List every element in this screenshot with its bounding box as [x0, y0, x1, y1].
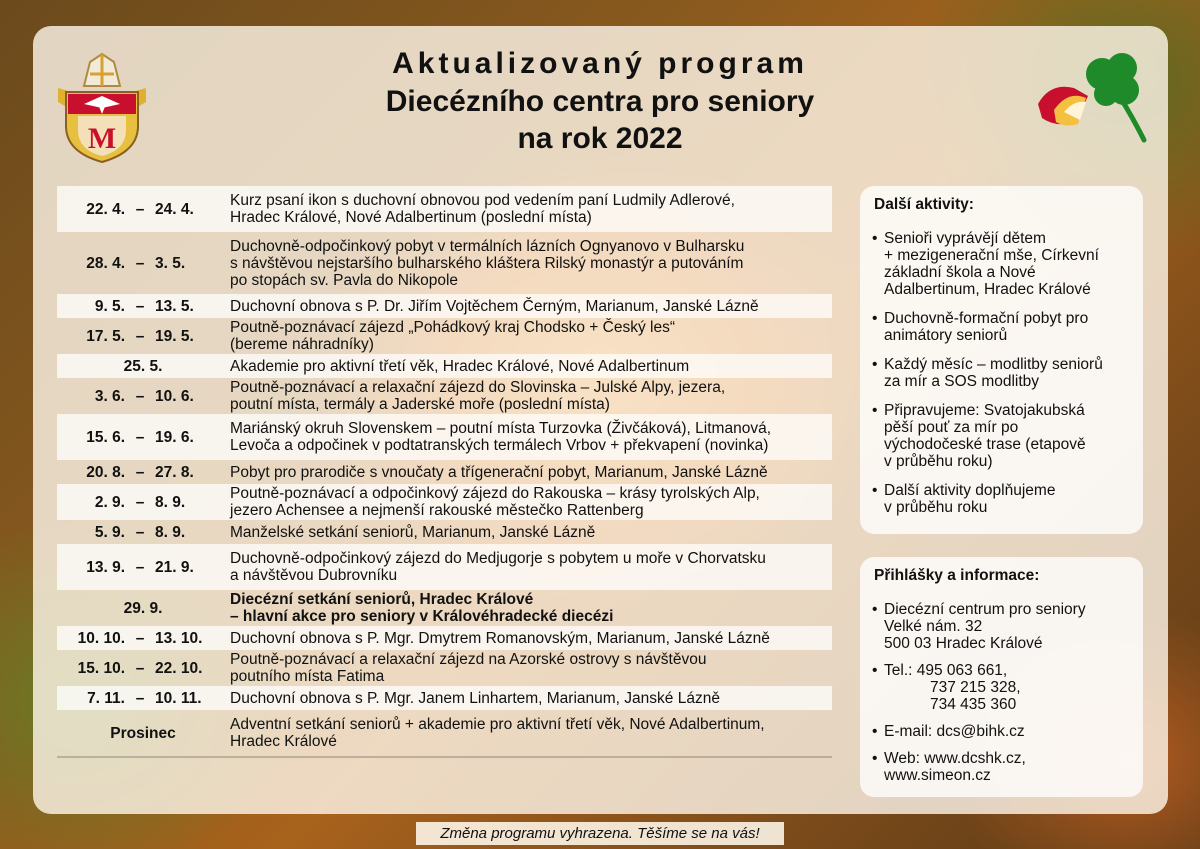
- event-description-line: – hlavní akce pro seniory v Královéhradecké diecézi: [230, 608, 614, 625]
- event-description: [229, 630, 832, 647]
- activity-line: animátory seniorů: [884, 327, 1008, 344]
- event-date-from: 17. 5.: [86, 327, 125, 345]
- event-description: [229, 716, 832, 750]
- svg-text:M: M: [87, 122, 117, 155]
- event-date-from: 15. 6.: [86, 428, 125, 446]
- event-date-single: 25. 5.: [123, 357, 163, 375]
- page-title: [240, 44, 960, 158]
- event-date-to: 8. 9.: [155, 493, 186, 511]
- schedule-row: [57, 626, 832, 650]
- event-description: [229, 524, 832, 541]
- date-dash: –: [135, 689, 145, 707]
- schedule-table: [57, 186, 832, 758]
- event-date-from: 7. 11.: [87, 689, 125, 707]
- event-description: [229, 591, 832, 625]
- schedule-row: [57, 484, 832, 520]
- event-date-from: 3. 6.: [94, 387, 125, 405]
- event-date-single: 29. 9.: [123, 599, 163, 617]
- date-dash: –: [135, 297, 145, 315]
- activity-item: [872, 402, 1137, 470]
- event-date-to: 10. 11.: [155, 689, 202, 707]
- event-date: [57, 559, 229, 576]
- activity-line: východočeské trase (etapově: [884, 436, 1086, 453]
- activity-line: základní škola a Nové: [884, 264, 1036, 281]
- event-date-to: 22. 10.: [155, 659, 203, 677]
- phone-number: 734 435 360: [930, 696, 1017, 713]
- event-date: [57, 600, 229, 617]
- event-date: [57, 524, 229, 541]
- event-date-from: 20. 8.: [86, 463, 125, 481]
- date-dash: –: [135, 463, 145, 481]
- event-description-line: Duchovní obnova s P. Mgr. Janem Linhartem, Marianum, Janské Lázně: [230, 689, 720, 707]
- event-description-line: poutního místa Fatima: [230, 668, 385, 685]
- contact-email: [872, 723, 1137, 740]
- schedule-row: [57, 378, 832, 414]
- activity-line: • Připravujeme: Svatojakubská: [884, 402, 1085, 419]
- event-description: [229, 238, 832, 289]
- schedule-row: [57, 710, 832, 758]
- schedule-row: [57, 232, 832, 294]
- event-date-from: 2. 9.: [94, 493, 125, 511]
- event-description: [229, 651, 832, 685]
- schedule-row: [57, 186, 832, 232]
- footer-note: Změna programu vyhrazena. Těšíme se na vás!: [416, 822, 784, 845]
- address-line: 500 03 Hradec Králové: [884, 635, 1043, 652]
- date-dash: –: [135, 558, 145, 576]
- event-date-from: 5. 9.: [94, 523, 125, 541]
- event-description: [229, 319, 832, 353]
- event-description-line: jezero Achensee a nejmenší rakouské městečko Rattenberg: [230, 502, 644, 519]
- date-dash: –: [135, 659, 145, 677]
- contact-phone: [872, 662, 1137, 713]
- date-dash: –: [135, 327, 145, 345]
- event-date-to: 24. 4.: [155, 200, 194, 218]
- contact-heading: Přihlášky a informace:: [874, 567, 1040, 584]
- event-date-from: 28. 4.: [86, 254, 125, 272]
- event-date: [57, 725, 229, 742]
- date-dash: –: [135, 254, 145, 272]
- event-description-line: Hradec Králové, Nové Adalbertinum (poslední místa): [230, 209, 592, 226]
- event-date-to: 10. 6.: [155, 387, 194, 405]
- phone-label: • Tel.: 495 063 661,: [884, 662, 1008, 679]
- activity-line: v průběhu roku): [884, 453, 993, 470]
- event-description: [229, 358, 832, 375]
- activity-line: • Senioři vyprávějí dětem: [884, 230, 1046, 247]
- schedule-row: [57, 460, 832, 484]
- event-description: [229, 192, 832, 226]
- date-dash: –: [135, 493, 145, 511]
- event-description-line: Poutně-poznávací zájezd „Pohádkový kraj Chodsko + Český les“: [230, 319, 675, 336]
- event-description-line: Hradec Králové: [230, 733, 337, 750]
- event-description-line: s návštěvou nejstaršího bulharského kláštera Rilský monastýr a putováním: [230, 254, 744, 272]
- activities-heading: Další aktivity:: [874, 196, 974, 213]
- event-date: [57, 630, 229, 647]
- schedule-row: [57, 544, 832, 590]
- event-description-line: a návštěvou Dubrovníku: [230, 567, 398, 584]
- web-link[interactable]: www.simeon.cz: [884, 767, 991, 784]
- event-description: [229, 420, 832, 454]
- activity-item: [872, 356, 1137, 390]
- event-date-from: 15. 10.: [77, 659, 125, 677]
- event-description-line: Levoča a odpočinek v podtatranských termálech Vrbov + překvapení (novinka): [230, 437, 769, 454]
- activity-line: + mezigenerační mše, Církevní: [884, 247, 1099, 264]
- event-date: [57, 464, 229, 481]
- event-description-line: Akademie pro aktivní třetí věk, Hradec Králové, Nové Adalbertinum: [230, 357, 690, 375]
- event-date: [57, 388, 229, 405]
- date-dash: –: [135, 523, 145, 541]
- event-description-line: Poutně-poznávací a relaxační zájezd do Slovinska – Julské Alpy, jezera,: [230, 379, 726, 396]
- event-date: [57, 660, 229, 677]
- event-date: [57, 328, 229, 345]
- event-date: [57, 201, 229, 218]
- event-description-line: Mariánský okruh Slovenskem – poutní místa Turzovka (Živčáková), Litmanová,: [230, 420, 771, 437]
- activities-list: [872, 230, 1137, 528]
- activity-line: za mír a SOS modlitby: [884, 373, 1040, 390]
- event-description-line: Adventní setkání seniorů + akademie pro aktivní třetí věk, Nové Adalbertinum,: [230, 716, 765, 733]
- event-date-to: 19. 6.: [155, 428, 194, 446]
- event-date-to: 13. 10.: [155, 629, 203, 647]
- date-dash: –: [135, 387, 145, 405]
- event-description-line: Poutně-poznávací a relaxační zájezd na Azorské ostrovy s návštěvou: [230, 651, 707, 668]
- event-date-to: 21. 9.: [155, 558, 194, 576]
- schedule-row: [57, 686, 832, 710]
- event-description-line: Diecézní setkání seniorů, Hradec Králové: [230, 591, 534, 608]
- activity-line: Adalbertinum, Hradec Králové: [884, 281, 1091, 298]
- web-link[interactable]: • Web: www.dcshk.cz,: [884, 750, 1026, 767]
- schedule-row: [57, 354, 832, 378]
- event-description: [229, 485, 832, 519]
- contact-list: [872, 601, 1137, 794]
- event-description-line: Poutně-poznávací a odpočinkový zájezd do Rakouska – krásy tyrolských Alp,: [230, 485, 760, 502]
- event-date: [57, 494, 229, 511]
- event-date: [57, 255, 229, 272]
- activity-line: v průběhu roku: [884, 499, 988, 516]
- event-date: [57, 429, 229, 446]
- event-description: [229, 690, 832, 707]
- event-date: [57, 298, 229, 315]
- schedule-row: [57, 414, 832, 460]
- contact-web: [872, 750, 1137, 784]
- event-date-to: 3. 5.: [155, 254, 186, 272]
- activity-line: pěší pouť za mír po: [884, 419, 1019, 436]
- event-description-line: poutní místa, termály a Jaderské moře (poslední místa): [230, 396, 610, 413]
- event-date-from: 10. 10.: [77, 629, 125, 647]
- event-description-line: Duchovně-odpočinkový pobyt v termálních lázních Ognyanovo v Bulharsku: [230, 237, 745, 255]
- schedule-row: [57, 590, 832, 626]
- event-date-to: 27. 8.: [155, 463, 194, 481]
- activity-line: • Každý měsíc – modlitby seniorů: [884, 356, 1103, 373]
- event-date-from: 13. 9.: [86, 558, 125, 576]
- event-description-line: Duchovně-odpočinkový zájezd do Medjugorje s pobytem u moře v Chorvatsku: [230, 550, 766, 567]
- email-link[interactable]: • E-mail: dcs@bihk.cz: [884, 723, 1025, 740]
- activity-line: • Další aktivity doplňujeme: [884, 482, 1056, 499]
- event-date: [57, 358, 229, 375]
- event-description-line: Kurz psaní ikon s duchovní obnovou pod vedením paní Ludmily Adlerové,: [230, 192, 735, 209]
- date-dash: –: [135, 629, 145, 647]
- date-dash: –: [135, 428, 145, 446]
- activity-item: [872, 310, 1137, 344]
- schedule-row: [57, 318, 832, 354]
- activity-item: [872, 230, 1137, 298]
- event-date-from: 22. 4.: [86, 200, 125, 218]
- event-description-line: (bereme náhradníky): [230, 336, 374, 353]
- diocese-crest-icon: [54, 52, 150, 164]
- event-description: [229, 464, 832, 481]
- event-date-to: 8. 9.: [155, 523, 186, 541]
- event-description: [229, 379, 832, 413]
- event-date-to: 19. 5.: [155, 327, 194, 345]
- event-description-line: Manželské setkání seniorů, Marianum, Janské Lázně: [230, 523, 596, 541]
- event-description: [229, 550, 832, 584]
- event-description-line: Duchovní obnova s P. Dr. Jiřím Vojtěchem Černým, Marianum, Janské Lázně: [230, 297, 759, 315]
- event-description-line: po stopách sv. Pavla do Nikopole: [230, 271, 459, 289]
- phone-number: 737 215 328,: [930, 679, 1021, 696]
- title-line-1: Aktualizovaný program: [392, 47, 808, 80]
- activities-box: [860, 186, 1143, 534]
- event-date: [57, 690, 229, 707]
- schedule-row: [57, 520, 832, 544]
- activity-item: [872, 482, 1137, 516]
- clover-logo-icon: [1030, 48, 1150, 144]
- event-date-to: 13. 5.: [155, 297, 194, 315]
- event-date-single: Prosinec: [110, 724, 176, 742]
- date-dash: –: [135, 200, 145, 218]
- event-date-from: 9. 5.: [94, 297, 125, 315]
- schedule-row: [57, 650, 832, 686]
- event-description-line: Duchovní obnova s P. Mgr. Dmytrem Romanovským, Marianum, Janské Lázně: [230, 629, 770, 647]
- activity-line: • Duchovně-formační pobyt pro: [884, 310, 1089, 327]
- title-line-3: na rok 2022: [517, 122, 683, 155]
- contact-address: [872, 601, 1137, 652]
- schedule-row: [57, 294, 832, 318]
- event-description: [229, 298, 832, 315]
- event-description-line: Pobyt pro prarodiče s vnoučaty a třígenerační pobyt, Marianum, Janské Lázně: [230, 463, 768, 481]
- address-line: • Diecézní centrum pro seniory: [884, 601, 1086, 618]
- contact-box: [860, 557, 1143, 797]
- title-line-2: Diecézního centra pro seniory: [385, 85, 815, 118]
- address-line: Velké nám. 32: [884, 618, 983, 635]
